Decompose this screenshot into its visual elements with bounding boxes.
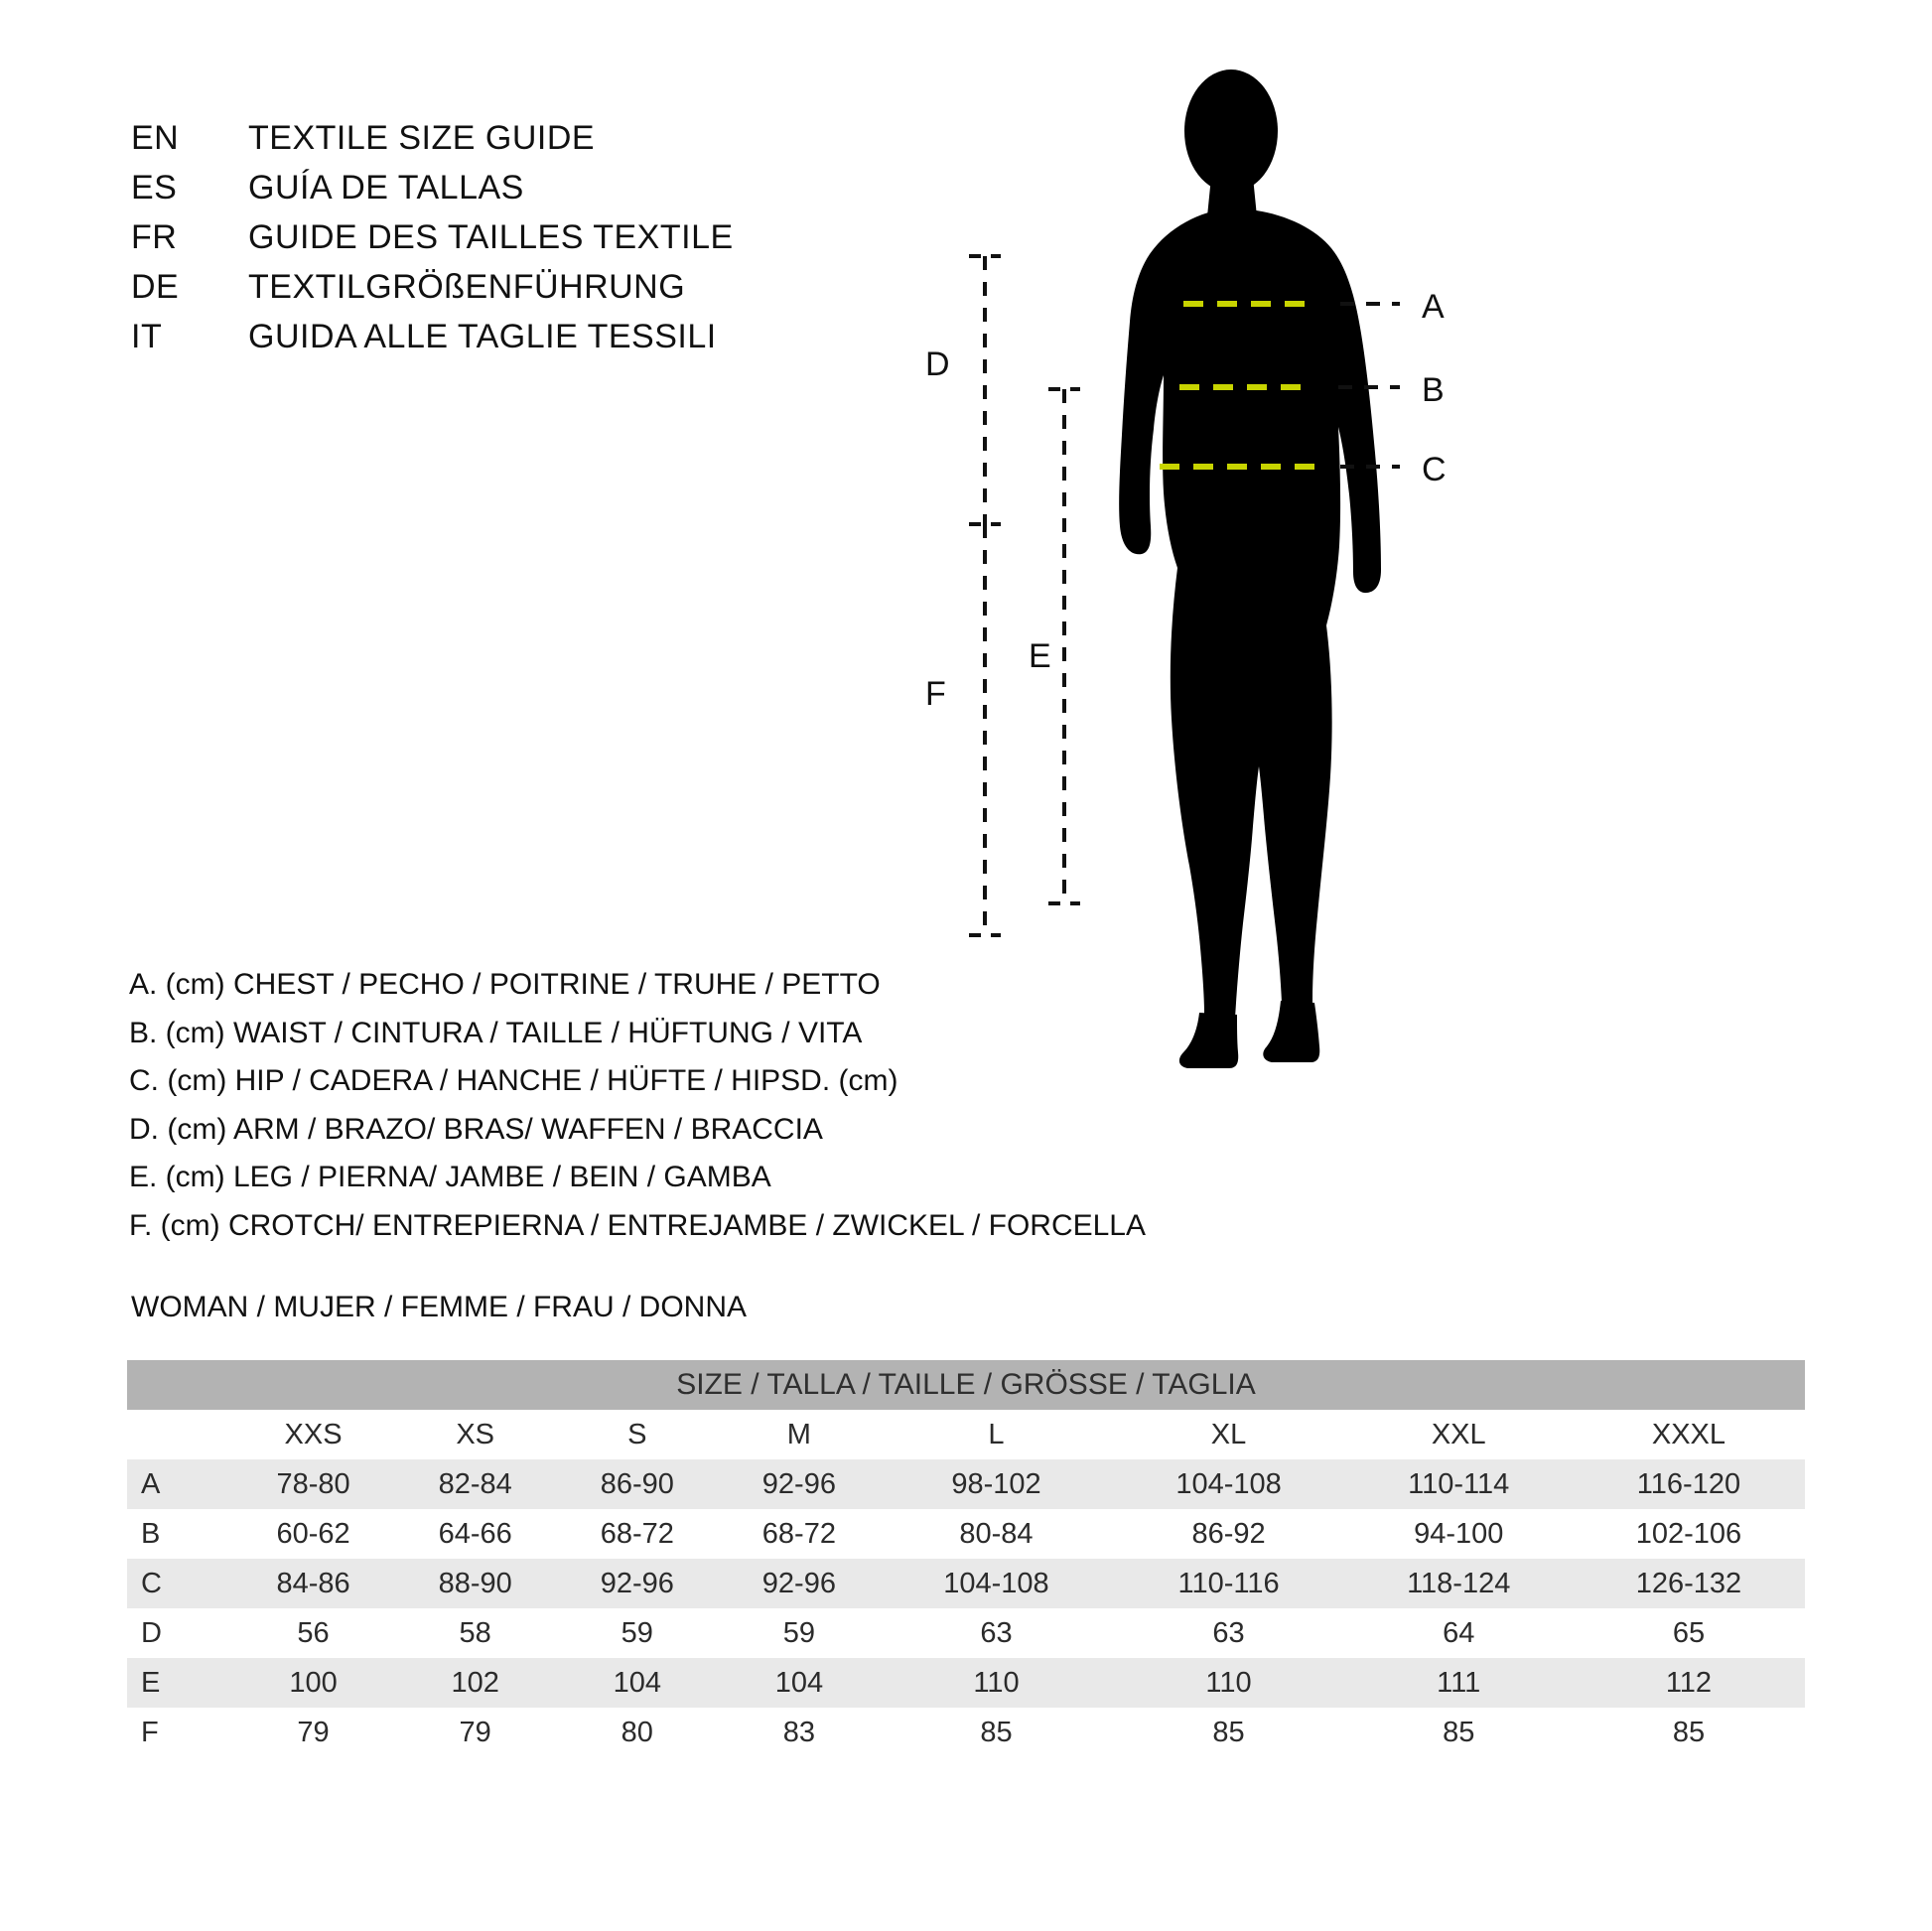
cell-c-xxxl: 126-132 — [1573, 1559, 1805, 1608]
size-table — [127, 1360, 1805, 1757]
cell-f-m: 83 — [718, 1708, 880, 1757]
language-row-en — [131, 119, 945, 169]
cell-d-s: 59 — [556, 1608, 718, 1658]
cell-c-s: 92-96 — [556, 1559, 718, 1608]
column-header-xs: XS — [394, 1410, 556, 1459]
legend-item-b: B. (cm) WAIST / CINTURA / TAILLE / HÜFTUNG / VITA — [129, 1016, 863, 1049]
cell-e-m: 104 — [718, 1658, 880, 1708]
cell-d-xxxl: 65 — [1573, 1608, 1805, 1658]
language-code: IT — [131, 318, 163, 355]
cell-d-xxl: 64 — [1345, 1608, 1573, 1658]
column-header-xxl: XXL — [1345, 1410, 1573, 1459]
cell-e-xxl: 111 — [1345, 1658, 1573, 1708]
cell-f-xxl: 85 — [1345, 1708, 1573, 1757]
cell-e-s: 104 — [556, 1658, 718, 1708]
section-caption: WOMAN / MUJER / FEMME / FRAU / DONNA — [131, 1291, 747, 1323]
column-header-s: S — [556, 1410, 718, 1459]
cell-f-s: 80 — [556, 1708, 718, 1757]
table-banner-row — [127, 1360, 1805, 1410]
cell-e-xxxl: 112 — [1573, 1658, 1805, 1708]
cell-a-m: 92-96 — [718, 1459, 880, 1509]
bracket-label-f: F — [925, 675, 946, 713]
body-measurement-diagram — [925, 60, 1906, 1281]
cell-a-xxs: 78-80 — [232, 1459, 394, 1509]
cell-a-s: 86-90 — [556, 1459, 718, 1509]
table-header-row — [127, 1410, 1805, 1459]
cell-d-l: 63 — [880, 1608, 1112, 1658]
row-label-e: E — [127, 1658, 232, 1708]
language-code: ES — [131, 169, 178, 207]
cell-b-xxxl: 102-106 — [1573, 1509, 1805, 1559]
legend-item-a: A. (cm) CHEST / PECHO / POITRINE / TRUHE / PETTO — [129, 968, 881, 1001]
column-header-xl: XL — [1113, 1410, 1345, 1459]
cell-e-l: 110 — [880, 1658, 1112, 1708]
legend-item-f: F. (cm) CROTCH/ ENTREPIERNA / ENTREJAMBE / ZWICKEL / FORCELLA — [129, 1208, 1146, 1242]
cell-b-xxs: 60-62 — [232, 1509, 394, 1559]
cell-b-s: 68-72 — [556, 1509, 718, 1559]
callout-label-b: B — [1422, 371, 1445, 409]
cell-e-xl: 110 — [1113, 1658, 1345, 1708]
cell-f-xs: 79 — [394, 1708, 556, 1757]
cell-c-xl: 110-116 — [1113, 1559, 1345, 1608]
cell-d-xl: 63 — [1113, 1608, 1345, 1658]
language-row-it — [131, 318, 945, 367]
cell-c-xxl: 118-124 — [1345, 1559, 1573, 1608]
bracket-label-e: E — [1029, 637, 1051, 675]
bracket-d — [969, 256, 1001, 524]
row-label-d: D — [127, 1608, 232, 1658]
language-code: DE — [131, 268, 180, 306]
cell-f-xl: 85 — [1113, 1708, 1345, 1757]
cell-e-xxs: 100 — [232, 1658, 394, 1708]
cell-c-xxs: 84-86 — [232, 1559, 394, 1608]
cell-e-xs: 102 — [394, 1658, 556, 1708]
table-row — [127, 1459, 1805, 1509]
cell-a-l: 98-102 — [880, 1459, 1112, 1509]
cell-a-xl: 104-108 — [1113, 1459, 1345, 1509]
legend-item-d: D. (cm) ARM / BRAZO/ BRAS/ WAFFEN / BRACCIA — [129, 1112, 823, 1146]
cell-b-xs: 64-66 — [394, 1509, 556, 1559]
bracket-f — [969, 524, 1001, 935]
cell-b-xl: 86-92 — [1113, 1509, 1345, 1559]
bracket-e — [1048, 389, 1080, 903]
language-title-list — [131, 119, 945, 367]
table-row — [127, 1658, 1805, 1708]
table-row — [127, 1608, 1805, 1658]
callout-label-c: C — [1422, 451, 1447, 488]
row-label-f: F — [127, 1708, 232, 1757]
language-title: GUÍA DE TALLAS — [248, 169, 524, 207]
legend-item-e: E. (cm) LEG / PIERNA/ JAMBE / BEIN / GAMBA — [129, 1161, 771, 1193]
cell-c-xs: 88-90 — [394, 1559, 556, 1608]
row-label-a: A — [127, 1459, 232, 1509]
table-row — [127, 1559, 1805, 1608]
cell-b-l: 80-84 — [880, 1509, 1112, 1559]
language-code: FR — [131, 218, 178, 256]
column-header-l: L — [880, 1410, 1112, 1459]
callout-label-a: A — [1422, 288, 1445, 326]
language-row-es — [131, 169, 945, 218]
language-row-de — [131, 268, 945, 318]
cell-b-xxl: 94-100 — [1345, 1509, 1573, 1559]
cell-c-l: 104-108 — [880, 1559, 1112, 1608]
table-row — [127, 1708, 1805, 1757]
column-header-m: M — [718, 1410, 880, 1459]
language-title: TEXTILE SIZE GUIDE — [248, 119, 596, 157]
language-row-fr — [131, 218, 945, 268]
legend-item-c: C. (cm) HIP / CADERA / HANCHE / HÜFTE / HIPSD. (cm) — [129, 1064, 898, 1097]
column-header-xxs: XXS — [232, 1410, 394, 1459]
cell-d-xxs: 56 — [232, 1608, 394, 1658]
row-label-b: B — [127, 1509, 232, 1559]
cell-f-xxxl: 85 — [1573, 1708, 1805, 1757]
language-code: EN — [131, 119, 180, 157]
language-title: GUIDE DES TAILLES TEXTILE — [248, 218, 734, 256]
language-title: GUIDA ALLE TAGLIE TESSILI — [248, 318, 717, 355]
table-banner: SIZE / TALLA / TAILLE / GRÖSSE / TAGLIA — [127, 1360, 1805, 1410]
table-row — [127, 1509, 1805, 1559]
cell-b-m: 68-72 — [718, 1509, 880, 1559]
language-title: TEXTILGRÖßENFÜHRUNG — [248, 268, 686, 306]
cell-a-xxl: 110-114 — [1345, 1459, 1573, 1509]
cell-f-l: 85 — [880, 1708, 1112, 1757]
figure-svg — [925, 60, 1906, 1281]
cell-f-xxs: 79 — [232, 1708, 394, 1757]
cell-d-m: 59 — [718, 1608, 880, 1658]
cell-d-xs: 58 — [394, 1608, 556, 1658]
cell-a-xxxl: 116-120 — [1573, 1459, 1805, 1509]
header-corner — [127, 1410, 232, 1459]
cell-c-m: 92-96 — [718, 1559, 880, 1608]
row-label-c: C — [127, 1559, 232, 1608]
woman-silhouette-icon — [1119, 69, 1381, 1068]
column-header-xxxl: XXXL — [1573, 1410, 1805, 1459]
cell-a-xs: 82-84 — [394, 1459, 556, 1509]
bracket-label-d: D — [925, 345, 950, 383]
